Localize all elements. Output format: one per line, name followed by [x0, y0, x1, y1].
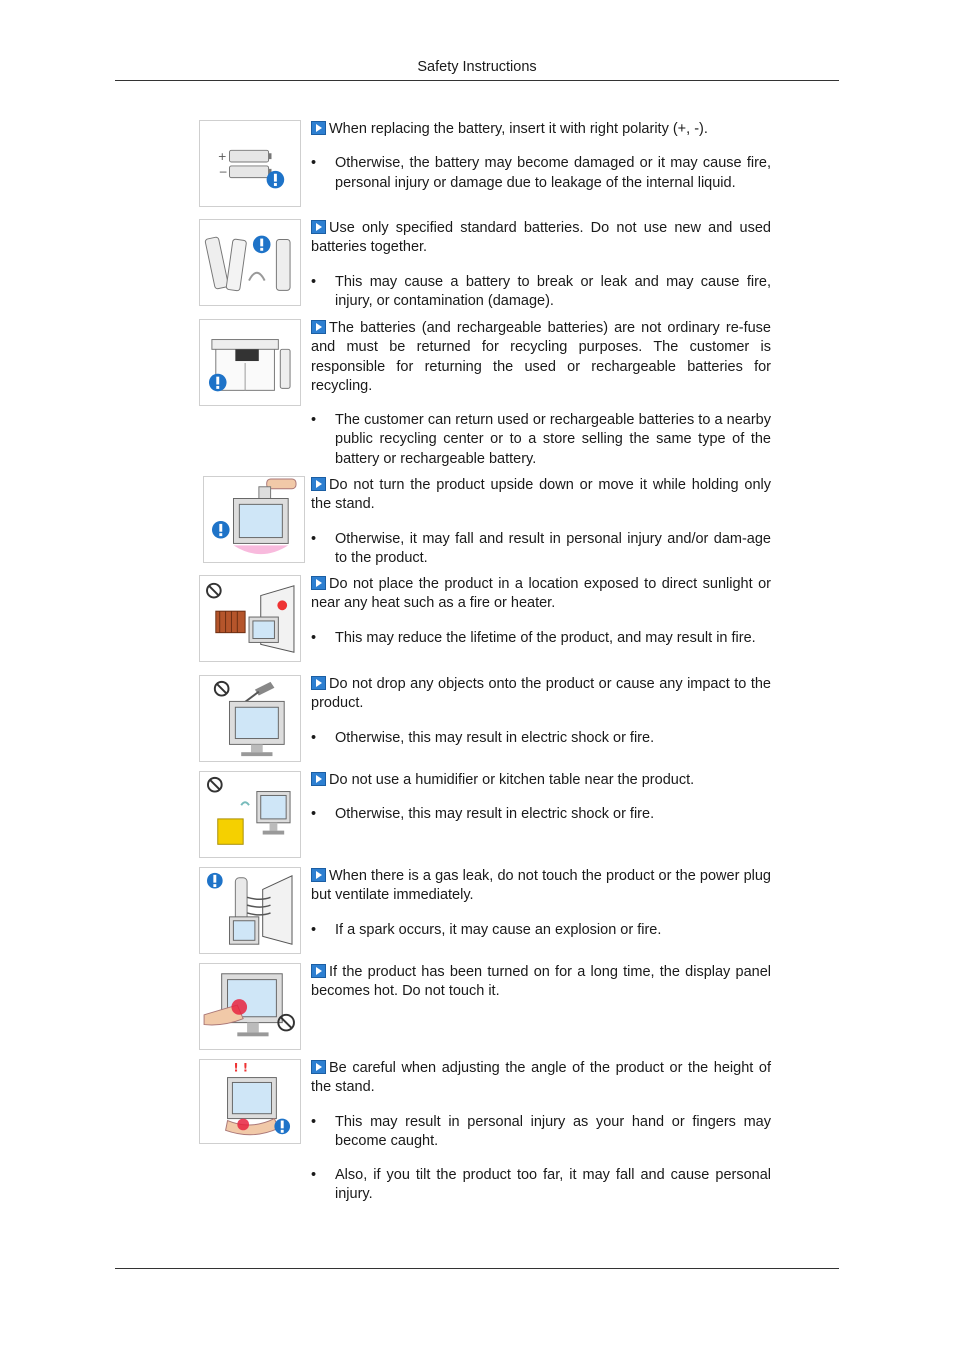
entry-text — [311, 867, 771, 955]
entry-bullet: • Otherwise, the battery may become damaged or it may cause fire, personal injury or damage due to leakage of the internal liquid. — [311, 154, 771, 193]
svg-text:+: + — [217, 150, 227, 164]
falling-object-icon — [199, 675, 301, 762]
play-marker-icon — [311, 121, 326, 135]
entry-lead-text: Do not turn the product upside down or move it while holding only the stand. — [311, 477, 771, 513]
entry-bullet: • This may reduce the lifetime of the product, and may result in fire. — [311, 629, 771, 648]
play-marker-icon — [311, 868, 326, 882]
entry-text — [311, 963, 771, 1002]
svg-text:−: − — [218, 165, 228, 179]
battery-polarity-icon — [199, 120, 301, 207]
play-marker-icon — [311, 320, 326, 334]
entry-bullet: • This may cause a battery to break or leak and may cause fire, injury, or contamination (damage). — [311, 273, 771, 312]
pinched-fingers-icon — [199, 1059, 301, 1144]
entry-bullet: • Otherwise, this may result in electric shock or fire. — [311, 729, 771, 748]
entry-text — [311, 219, 771, 326]
play-marker-icon — [311, 576, 326, 590]
entry-bullet: • Otherwise, this may result in electric shock or fire. — [311, 805, 771, 824]
entry-text — [311, 771, 771, 840]
entry-text — [311, 319, 771, 484]
humidifier-icon — [199, 771, 301, 858]
entry-bullet: • If a spark occurs, it may cause an explosion or fire. — [311, 921, 771, 940]
entry-text — [311, 675, 771, 763]
sunlight-heater-icon — [199, 575, 301, 662]
entry-text — [311, 120, 771, 208]
entry-lead-text: Do not place the product in a location exposed to direct sunlight or near any heat such as a fire or heater. — [311, 576, 771, 612]
entry-lead-text: Do not use a humidifier or kitchen table near the product. — [329, 772, 695, 788]
entry-lead-text: Do not drop any objects onto the product or cause any impact to the product. — [311, 676, 771, 712]
entry-text — [311, 575, 771, 663]
entry-lead-text: When replacing the battery, insert it with right polarity (+, -). — [329, 121, 708, 137]
entry-text — [311, 1059, 771, 1220]
entry-lead-text: Use only specified standard batteries. Do not use new and used batteries together. — [311, 220, 771, 256]
play-marker-icon — [311, 964, 326, 978]
play-marker-icon — [311, 477, 326, 491]
upside-down-monitor-icon — [203, 476, 305, 563]
entry-bullet: • The customer can return used or rechargeable batteries to a nearby public recycling center or to a store selling the same type of the battery or rechargeable battery. — [311, 411, 771, 469]
header-divider — [115, 80, 839, 81]
play-marker-icon — [311, 220, 326, 234]
entry-lead-text: The batteries (and rechargeable batteries) are not ordinary re-fuse and must be returned for recycling purposes. The customer is responsible for returning the used or rechargeable batteries for recycling. — [311, 320, 771, 394]
entry-lead-text: Be careful when adjusting the angle of the product or the height of the stand. — [311, 1060, 771, 1096]
gas-leak-icon — [199, 867, 301, 954]
entry-lead-text: If the product has been turned on for a long time, the display panel becomes hot. Do not touch it. — [311, 964, 771, 1000]
play-marker-icon — [311, 676, 326, 690]
play-marker-icon — [311, 1060, 326, 1074]
svg-text:! !: ! ! — [233, 1060, 249, 1075]
battery-recycling-icon — [199, 319, 301, 406]
page-header-title: Safety Instructions — [417, 59, 537, 75]
entry-text — [311, 476, 771, 583]
entry-bullet: • This may result in personal injury as your hand or fingers may become caught. — [311, 1113, 771, 1152]
entry-bullet: • Also, if you tilt the product too far, it may fall and cause personal injury. — [311, 1166, 771, 1205]
mixed-batteries-icon — [199, 219, 301, 306]
entry-lead-text: When there is a gas leak, do not touch the product or the power plug but ventilate immediately. — [311, 868, 771, 904]
footer-divider — [115, 1268, 839, 1269]
entry-bullet: • Otherwise, it may fall and result in personal injury and/or dam-age to the product. — [311, 530, 771, 569]
hot-panel-icon — [199, 963, 301, 1050]
play-marker-icon — [311, 772, 326, 786]
